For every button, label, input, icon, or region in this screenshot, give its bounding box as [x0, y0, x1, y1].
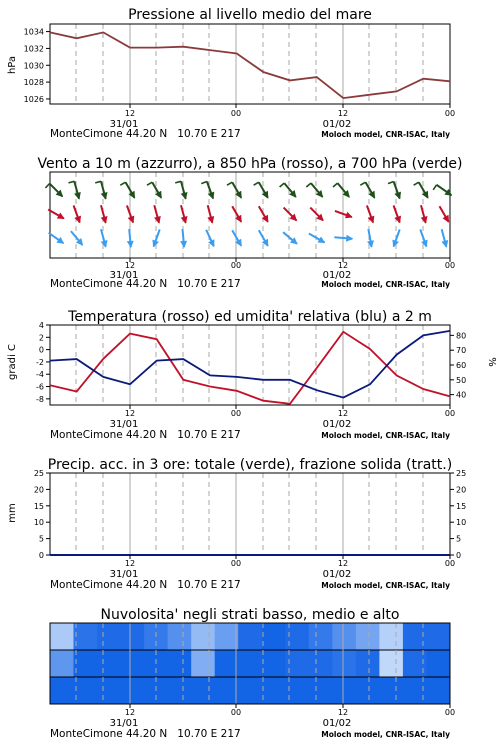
cloud-cell: [427, 677, 451, 704]
date-label: 31/01: [109, 419, 139, 430]
wind-700-barb: [227, 182, 232, 185]
wind-10m-arrow-head: [127, 241, 134, 248]
x-tick-label: 00: [444, 708, 456, 717]
x-tick-label: 00: [230, 559, 242, 568]
cloud-cell: [262, 650, 286, 677]
wind-700-barb: [254, 182, 259, 185]
cloud-cell: [309, 623, 333, 650]
precip-y-right-tick-label: 5: [456, 534, 462, 544]
x-tick-label: 00: [230, 409, 242, 418]
x-tick-label: 12: [337, 409, 349, 418]
humidity-y-tick-label: 40: [456, 390, 467, 400]
wind-10m-arrow-head: [180, 241, 187, 248]
cloud-cell: [191, 650, 215, 677]
precip-xaxis: [110, 555, 456, 580]
cloud-cell: [332, 677, 356, 704]
wind-arrows: [45, 181, 452, 248]
temperature-series: [50, 331, 450, 404]
cloud-cell: [238, 650, 262, 677]
precip-y-tick-label: 15: [33, 501, 44, 511]
temperature-grid: [76, 325, 423, 405]
cloud-cell: [356, 623, 380, 650]
date-label: 01/02: [322, 569, 352, 580]
cloud-cell: [168, 677, 192, 704]
x-tick-label: 12: [337, 708, 349, 717]
cloud-cell: [427, 650, 451, 677]
cloud-cell: [168, 623, 192, 650]
model-credit: Moloch model, CNR-ISAC, Italy: [321, 130, 450, 139]
station-name: MonteCimone: [50, 728, 123, 740]
cloud-cell: [332, 623, 356, 650]
station-name: MonteCimone: [50, 128, 123, 140]
humidity-y-tick-label: 70: [456, 346, 467, 356]
cloud-cell: [379, 623, 403, 650]
precip-y-right-tick-label: 15: [456, 501, 467, 511]
cloud-xaxis: [110, 704, 456, 729]
temperature-y-tick-label: 2: [38, 333, 44, 343]
x-tick-label: 00: [444, 559, 456, 568]
pressure-y-tick-label: 1028: [23, 78, 44, 88]
station-coords: 44.20 N 10.70 E 217: [126, 728, 241, 740]
x-tick-label: 12: [124, 708, 136, 717]
wind-title: Vento a 10 m (azzurro), a 850 hPa (rosso), a 700 hPa (verde): [37, 156, 463, 172]
cloud-cell: [121, 650, 145, 677]
precip-y-tick-label: 0: [38, 551, 44, 560]
wind-700-barb: [333, 183, 338, 187]
cloud-cell: [238, 677, 262, 704]
x-tick-label: 12: [337, 559, 349, 568]
date-label: 01/02: [322, 270, 352, 281]
temperature-y-tick-label: -8: [36, 394, 44, 404]
precip-grid: [76, 473, 423, 555]
wind-850-arrow-head: [101, 216, 108, 224]
wind-700-arrow-head: [181, 192, 188, 200]
cloud-cell: [50, 677, 74, 704]
pressure-grid: [76, 24, 423, 104]
wind-850-arrow-head: [421, 216, 428, 224]
cloud-cell: [262, 677, 286, 704]
temperature-line: [50, 332, 450, 404]
precip-yticks: [34, 469, 466, 560]
wind-850-arrow-head: [207, 216, 214, 224]
wind-station: [50, 278, 450, 290]
pressure-ylabel: hPa: [7, 55, 18, 75]
station-coords: 44.20 N 10.70 E 217: [126, 579, 241, 591]
x-tick-label: 00: [230, 109, 242, 118]
x-tick-label: 12: [337, 261, 349, 270]
wind-700-barb: [433, 185, 436, 190]
cloud-cell: [74, 623, 98, 650]
cloud-title: Nuvolosita' negli strati basso, medio e alto: [100, 607, 400, 623]
cloud-cell: [191, 677, 215, 704]
cloud-cell: [356, 677, 380, 704]
temperature-ylabel: gradi C: [7, 344, 18, 380]
cloud-cell: [50, 623, 74, 650]
wind-700-barb: [45, 184, 49, 188]
temperature-frame: [50, 325, 450, 405]
x-tick-label: 00: [444, 409, 456, 418]
precip-ylabel: mm: [7, 503, 18, 523]
model-credit: Moloch model, CNR-ISAC, Italy: [321, 431, 450, 440]
x-tick-label: 00: [444, 261, 456, 270]
precip-y-right-tick-label: 20: [456, 485, 467, 495]
wind-700-barb: [201, 182, 207, 184]
temperature-station: [50, 429, 450, 441]
pressure-series: [50, 32, 450, 98]
wind-700-barb: [414, 182, 419, 185]
date-label: 31/01: [109, 569, 139, 580]
station-coords: 44.20 N 10.70 E 217: [126, 278, 241, 290]
pressure-line: [50, 32, 450, 98]
pressure-yticks: [24, 28, 50, 104]
humidity-y-tick-label: 50: [456, 375, 467, 385]
wind-700-arrow-head: [74, 192, 81, 200]
date-label: 31/01: [109, 718, 139, 729]
station-name: MonteCimone: [50, 429, 123, 441]
x-tick-label: 12: [337, 109, 349, 118]
cloud-cell: [356, 650, 380, 677]
cloud-cell: [50, 650, 74, 677]
date-label: 01/02: [322, 119, 352, 130]
wind-700-arrow-head: [101, 192, 108, 200]
cloud-cell: [121, 677, 145, 704]
pressure-xaxis: [110, 104, 456, 130]
wind-700-barb: [120, 182, 125, 185]
wind-10m-arrow-head: [346, 235, 353, 242]
wind-frame: [50, 172, 450, 258]
cloud-cell: [121, 623, 145, 650]
station-coords: 44.20 N 10.70 E 217: [126, 128, 241, 140]
humidity-line: [50, 331, 450, 398]
x-tick-label: 12: [124, 109, 136, 118]
pressure-y-tick-label: 1026: [23, 94, 44, 104]
wind-10m-arrow-head: [101, 240, 108, 248]
temperature-xaxis: [110, 405, 456, 430]
cloud-cell: [427, 623, 451, 650]
wind-700-barb: [280, 183, 285, 187]
cloud-cell: [215, 650, 239, 677]
precip-station: [50, 579, 450, 591]
wind-700-barb: [95, 181, 101, 183]
x-tick-label: 00: [444, 109, 456, 118]
cloud-cell: [309, 650, 333, 677]
precip-frame: [50, 473, 450, 555]
wind-700-barb: [69, 181, 75, 183]
wind-850-arrow-head: [345, 212, 353, 219]
wind-10m-arrow-head: [441, 240, 448, 248]
cloud-cell: [97, 623, 121, 650]
precip-y-right-tick-label: 0: [456, 551, 462, 560]
temperature-title: Temperatura (rosso) ed umidita' relativa (blu) a 2 m: [68, 309, 432, 325]
cloud-cell: [215, 623, 239, 650]
station-name: MonteCimone: [50, 278, 123, 290]
humidity-ylabel: %: [486, 357, 497, 367]
x-tick-label: 00: [230, 708, 242, 717]
cloud-cell: [168, 650, 192, 677]
wind-700-barb: [175, 181, 181, 183]
humidity-y-tick-label: 60: [456, 361, 467, 370]
cloud-cell: [309, 677, 333, 704]
x-tick-label: 12: [124, 559, 136, 568]
precip-y-right-tick-label: 25: [456, 469, 467, 478]
wind-850-arrow-head: [154, 216, 161, 224]
pressure-y-tick-label: 1030: [23, 61, 44, 71]
cloud-cell: [332, 650, 356, 677]
pressure-y-tick-label: 1032: [23, 44, 44, 54]
pressure-title: Pressione al livello medio del mare: [128, 7, 372, 23]
pressure-station: [50, 128, 450, 140]
cloud-station: [50, 728, 450, 740]
cloud-heatmap: [50, 623, 451, 704]
precip-y-tick-label: 20: [33, 485, 44, 495]
cloud-cell: [74, 650, 98, 677]
precip-y-tick-label: 5: [38, 534, 44, 544]
station-coords: 44.20 N 10.70 E 217: [126, 429, 241, 441]
wind-700-barb: [147, 182, 152, 185]
x-tick-label: 00: [230, 261, 242, 270]
model-credit: Moloch model, CNR-ISAC, Italy: [321, 280, 450, 289]
x-tick-label: 12: [124, 409, 136, 418]
cloud-cell: [262, 623, 286, 650]
date-label: 01/02: [322, 718, 352, 729]
precip-y-right-tick-label: 10: [456, 518, 467, 528]
cloud-cell: [215, 677, 239, 704]
temperature-y-tick-label: 4: [38, 321, 44, 330]
wind-700-barb: [306, 183, 311, 187]
date-label: 31/01: [109, 270, 139, 281]
precip-y-tick-label: 25: [33, 469, 44, 478]
date-label: 01/02: [322, 419, 352, 430]
pressure-y-tick-label: 1034: [23, 27, 44, 37]
date-label: 31/01: [109, 119, 139, 130]
cloud-cell: [97, 650, 121, 677]
humidity-y-tick-label: 80: [456, 331, 467, 341]
wind-700-barb: [388, 182, 394, 184]
temperature-y-tick-label: -6: [36, 382, 44, 392]
wind-850-arrow-head: [181, 216, 188, 224]
precip-y-tick-label: 10: [33, 518, 44, 528]
x-tick-label: 12: [124, 261, 136, 270]
cloud-cell: [379, 650, 403, 677]
station-name: MonteCimone: [50, 579, 123, 591]
cloud-cell: [191, 623, 215, 650]
cloud-cell: [97, 677, 121, 704]
cloud-cell: [74, 677, 98, 704]
precip-title: Precip. acc. in 3 ore: totale (verde), frazione solida (tratt.): [47, 457, 453, 473]
model-credit: Moloch model, CNR-ISAC, Italy: [321, 581, 450, 590]
temperature-y-tick-label: -2: [36, 357, 44, 367]
wind-700-barb: [360, 182, 365, 185]
cloud-cell: [238, 623, 262, 650]
cloud-cell: [379, 677, 403, 704]
model-credit: Moloch model, CNR-ISAC, Italy: [321, 730, 450, 739]
temperature-y-tick-label: -4: [36, 370, 44, 380]
temperature-y-tick-label: 0: [38, 345, 44, 355]
